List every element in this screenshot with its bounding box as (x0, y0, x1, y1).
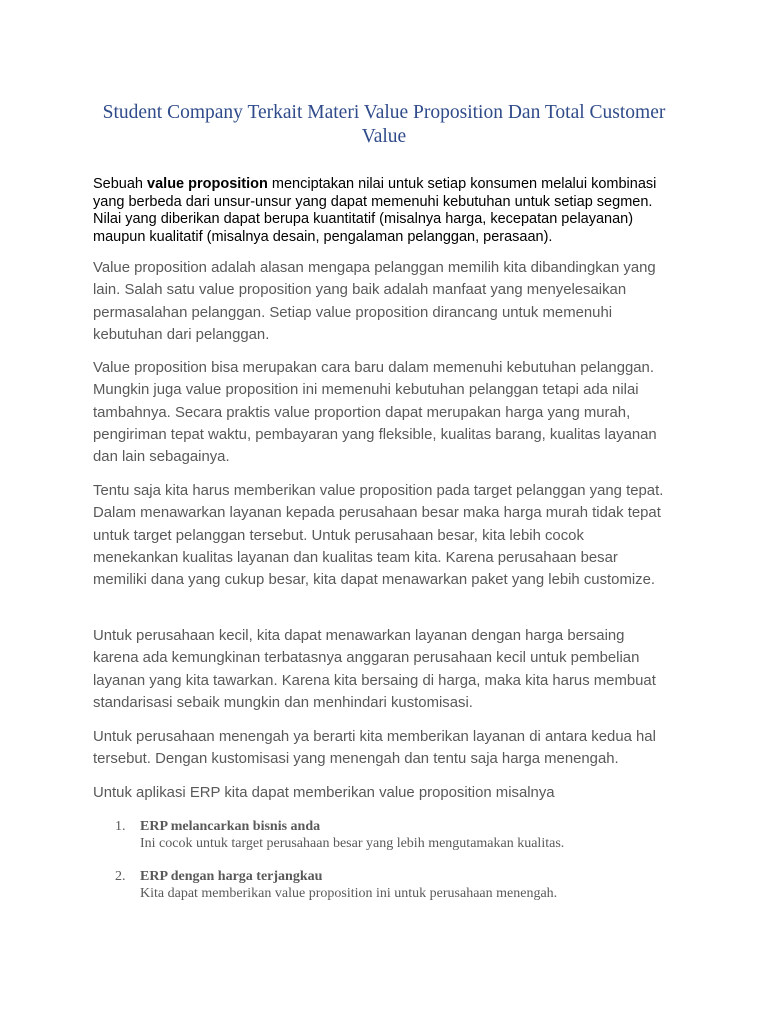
list-item-number: 1. (115, 819, 126, 834)
list-item-number: 2. (115, 869, 126, 884)
list-item-heading: ERP dengan harga terjangkau (140, 869, 323, 884)
list-item-description: Kita dapat memberikan value proposition ini untuk perusahaan menengah. (140, 886, 558, 901)
document-title: Student Company Terkait Materi Value Proposition Dan Total Customer Value (102, 102, 666, 147)
list-item-description: Ini cocok untuk target perusahaan besar yang lebih mengutamakan kualitas. (140, 836, 565, 851)
body-paragraph-5: Untuk perusahaan menengah ya berarti kita memberikan layanan di antara kedua hal tersebut. Dengan kustomisasi yang menengah dan tentu saja harga menengah. (93, 729, 656, 768)
intro-suffix: menciptakan nilai untuk setiap konsumen melalui kombinasi yang berbeda dari unsur-unsur yang dapat memenuhi kebutuhan untuk setiap segmen. Nilai yang diberikan dapat berupa kuantitatif (misalnya harga, kecepatan pelayanan) maupun kualitatif (misalnya desain, pengalaman pelanggan, perasaan). (93, 176, 657, 245)
intro-prefix: Sebuah (93, 176, 148, 192)
body-paragraph-6: Untuk aplikasi ERP kita dapat memberikan value proposition misalnya (93, 785, 555, 801)
intro-paragraph (93, 176, 673, 246)
body-paragraph-1: Value proposition adalah alasan mengapa pelanggan memilih kita dibandingkan yang lain. Salah satu value proposition yang baik adalah manfaat yang menyelesaikan permasalahan pelanggan. Setiap value proposition dirancang untuk memenuhi kebutuhan dari pelanggan. (93, 260, 656, 343)
list-item-heading: ERP melancarkan bisnis anda (140, 819, 321, 834)
intro-bold-term: value proposition (147, 176, 268, 192)
body-paragraph-3: Tentu saja kita harus memberikan value proposition pada target pelanggan yang tepat. Dalam menawarkan layanan kepada perusahaan besar maka harga murah tidak tepat untuk target pelanggan tersebut. Untuk perusahaan besar, kita lebih cocok menekankan kualitas layanan dan kualitas team kita. Karena perusahaan besar memiliki dana yang cukup besar, kita dapat menawarkan paket yang lebih customize. (93, 483, 664, 589)
body-paragraph-2: Value proposition bisa merupakan cara baru dalam memenuhi kebutuhan pelanggan. Mungkin juga value proposition ini memenuhi kebutuhan pelanggan tetapi ada nilai tambahnya. Secara praktis value proportion dapat merupakan harga yang murah, pengiriman tepat waktu, pembayaran yang fleksible, kualitas barang, kualitas layanan dan lain sebagainya. (93, 360, 657, 466)
body-paragraph-4: Untuk perusahaan kecil, kita dapat menawarkan layanan dengan harga bersaing karena ada kemungkinan terbatasnya anggaran perusahaan kecil untuk pembelian layanan yang kita tawarkan. Karena kita bersaing di harga, maka kita harus membuat standarisasi sebaik mungkin dan menhindari kustomisasi. (93, 628, 656, 711)
